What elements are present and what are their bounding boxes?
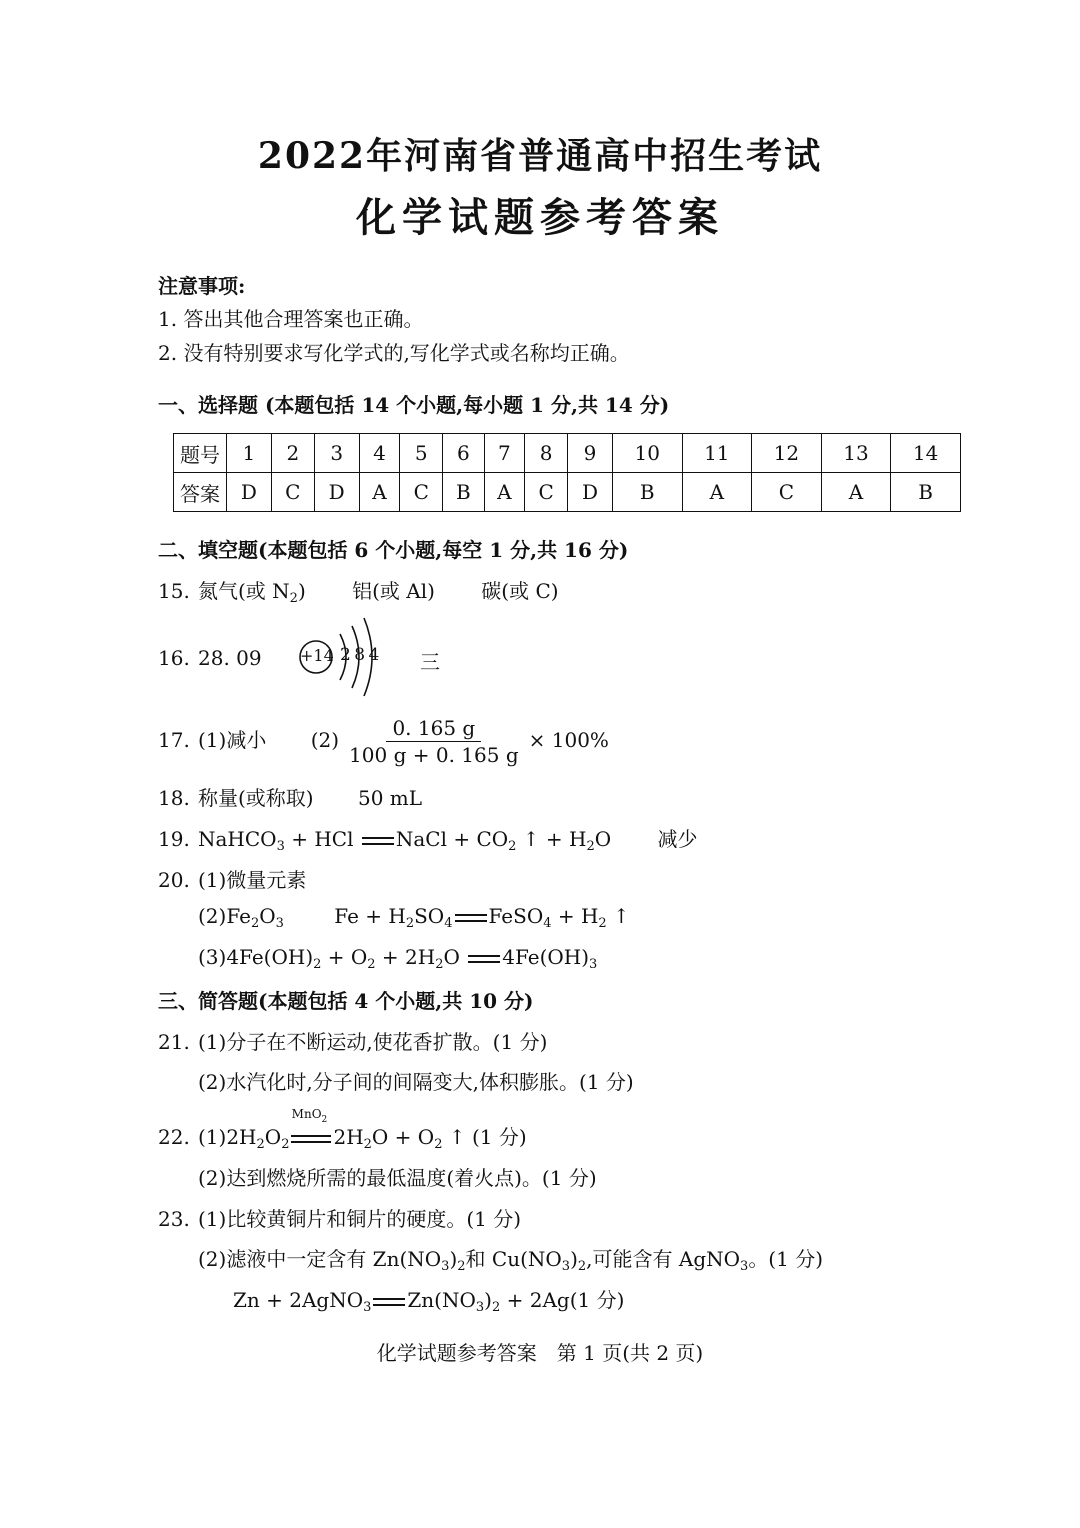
section-3-heading: 三、简答题(本题包括 4 个小题,共 10 分) (158, 989, 534, 1013)
page-title: 2022年河南省普通高中招生考试 (257, 135, 823, 177)
equals-sign (373, 1298, 405, 1306)
question-20 (158, 864, 306, 893)
question-17: 17. (1)减小 (2) $\frac{0. 165 g}{100 g + 0. 165 g}$ × 100% (158, 716, 609, 767)
answer-text: (1)微量元素 (198, 868, 307, 892)
question-number: 18. (158, 786, 190, 810)
section-2-heading: 二、填空题(本题包括 6 个小题,每空 1 分,共 16 分) (158, 538, 629, 562)
table-cell: B (891, 473, 961, 512)
answer-text: 氮气(或 N (198, 579, 290, 603)
atom-structure-diagram (296, 614, 386, 700)
question-20-part-3: $(3)4Fe(OH)_2 + O_2 + 2H_2O$ $4Fe(OH)_3$ (198, 945, 598, 972)
table-cell: 3 (314, 434, 359, 473)
question-number: 15. (158, 579, 190, 603)
table-cell: 14 (891, 434, 961, 473)
answer-table (173, 433, 961, 512)
question-21 (158, 1026, 547, 1055)
table-cell: 10 (612, 434, 682, 473)
table-cell: 1 (227, 434, 272, 473)
fraction-denominator: 100 g + 0. 165 g (349, 743, 519, 767)
equals-sign (455, 914, 487, 922)
equals-sign (362, 837, 394, 845)
table-cell: C (271, 473, 314, 512)
page-subtitle: 化学试题参考答案 (356, 194, 724, 241)
table-cell: C (752, 473, 822, 512)
page-footer: 化学试题参考答案 第 1 页(共 2 页) (376, 1341, 704, 1365)
question-15: 15. 氮气(或 $N_2$) 铝(或 Al) 碳(或 C) (158, 579, 559, 606)
answer-text: (1)减小 (198, 728, 267, 752)
table-cell: D (227, 473, 272, 512)
question-23 (158, 1203, 521, 1232)
answer-text: 称量(或称取) (198, 786, 314, 810)
catalyst-label: MnO$_2$ (291, 1107, 328, 1125)
question-number: 16. (158, 646, 190, 670)
question-number: 23. (158, 1207, 190, 1231)
notice-heading: 注意事项: (158, 274, 246, 298)
table-cell: D (314, 473, 359, 512)
fraction (343, 716, 525, 767)
answer-text: (1)比较黄铜片和铜片的硬度。(1 分) (198, 1207, 522, 1231)
question-16 (158, 646, 262, 670)
answer-text: (1)分子在不断运动,使花香扩散。(1 分) (198, 1030, 548, 1054)
table-header-number: 题号 (174, 434, 227, 473)
table-row-numbers (174, 434, 961, 473)
table-cell: 9 (568, 434, 613, 473)
table-cell: A (821, 473, 891, 512)
table-cell: 2 (271, 434, 314, 473)
fraction-numerator: 0. 165 g (386, 716, 481, 742)
section-1-heading: 一、选择题 (本题包括 14 个小题,每小题 1 分,共 14 分) (158, 393, 670, 417)
table-cell: A (359, 473, 400, 512)
table-row-answers (174, 473, 961, 512)
answer-text: 50 mL (357, 786, 423, 810)
question-number: 21. (158, 1030, 190, 1054)
table-cell: 13 (821, 434, 891, 473)
answer-text: 碳(或 C) (481, 579, 559, 603)
question-21-part-2: (2)水汽化时,分子间的间隔变大,体积膨胀。(1 分) (198, 1070, 634, 1094)
question-20-part-2: $(2)Fe_2O_3$ $Fe + H_2SO_4$ FeSO$_4$ + $H_2$ ↑ (198, 904, 630, 931)
table-cell: 4 (359, 434, 400, 473)
note-1: 1. 答出其他合理答案也正确。 (158, 307, 424, 331)
table-cell: C (525, 473, 568, 512)
table-cell: C (400, 473, 443, 512)
question-23-part-2: (2)滤液中一定含有 $Zn(NO_3)_2$和 $Cu(NO_3)_2$,可能含有 AgNO$_3$。(1 分) (198, 1247, 823, 1274)
answer-text: 28. 09 (198, 646, 262, 670)
question-number: 20. (158, 868, 190, 892)
question-number: 19. (158, 827, 190, 851)
table-header-answer: 答案 (174, 473, 227, 512)
period-answer: 三 (420, 650, 440, 674)
question-23-equation: Zn + 2AgNO$_3$ $Zn(NO_3)_2 + 2Ag(1$ 分) (233, 1288, 625, 1315)
question-22-part-2: (2)达到燃烧所需的最低温度(着火点)。(1 分) (198, 1166, 597, 1190)
table-cell: 5 (400, 434, 443, 473)
table-cell: 8 (525, 434, 568, 473)
electron-shells: 2 8 4 (340, 645, 379, 665)
equals-sign (468, 955, 500, 963)
table-cell: A (682, 473, 752, 512)
question-number: 17. (158, 728, 190, 752)
answer-text: 铝(或 Al) (352, 579, 435, 603)
nucleus-charge: +14 (300, 646, 334, 665)
question-19: 19. NaHCO$_3$ + HCl NaCl + $CO_2$ ↑ + $H_2O$ 减少 (158, 827, 698, 854)
answer-text: 减少 (657, 827, 698, 851)
table-cell: 7 (484, 434, 525, 473)
equals-sign (291, 1135, 331, 1143)
question-22: 22. $(1)2H_2O_2$ MnO$_2$ $2H_2O + O_2$ ↑ (1 分) (158, 1107, 527, 1152)
table-cell: B (443, 473, 484, 512)
note-2: 2. 没有特别要求写化学式的,写化学式或名称均正确。 (158, 341, 630, 365)
question-number: 22. (158, 1125, 190, 1149)
table-cell: 6 (443, 434, 484, 473)
table-cell: 12 (752, 434, 822, 473)
table-cell: A (484, 473, 525, 512)
table-cell: D (568, 473, 613, 512)
table-cell: B (612, 473, 682, 512)
table-cell: 11 (682, 434, 752, 473)
question-18 (158, 782, 422, 811)
